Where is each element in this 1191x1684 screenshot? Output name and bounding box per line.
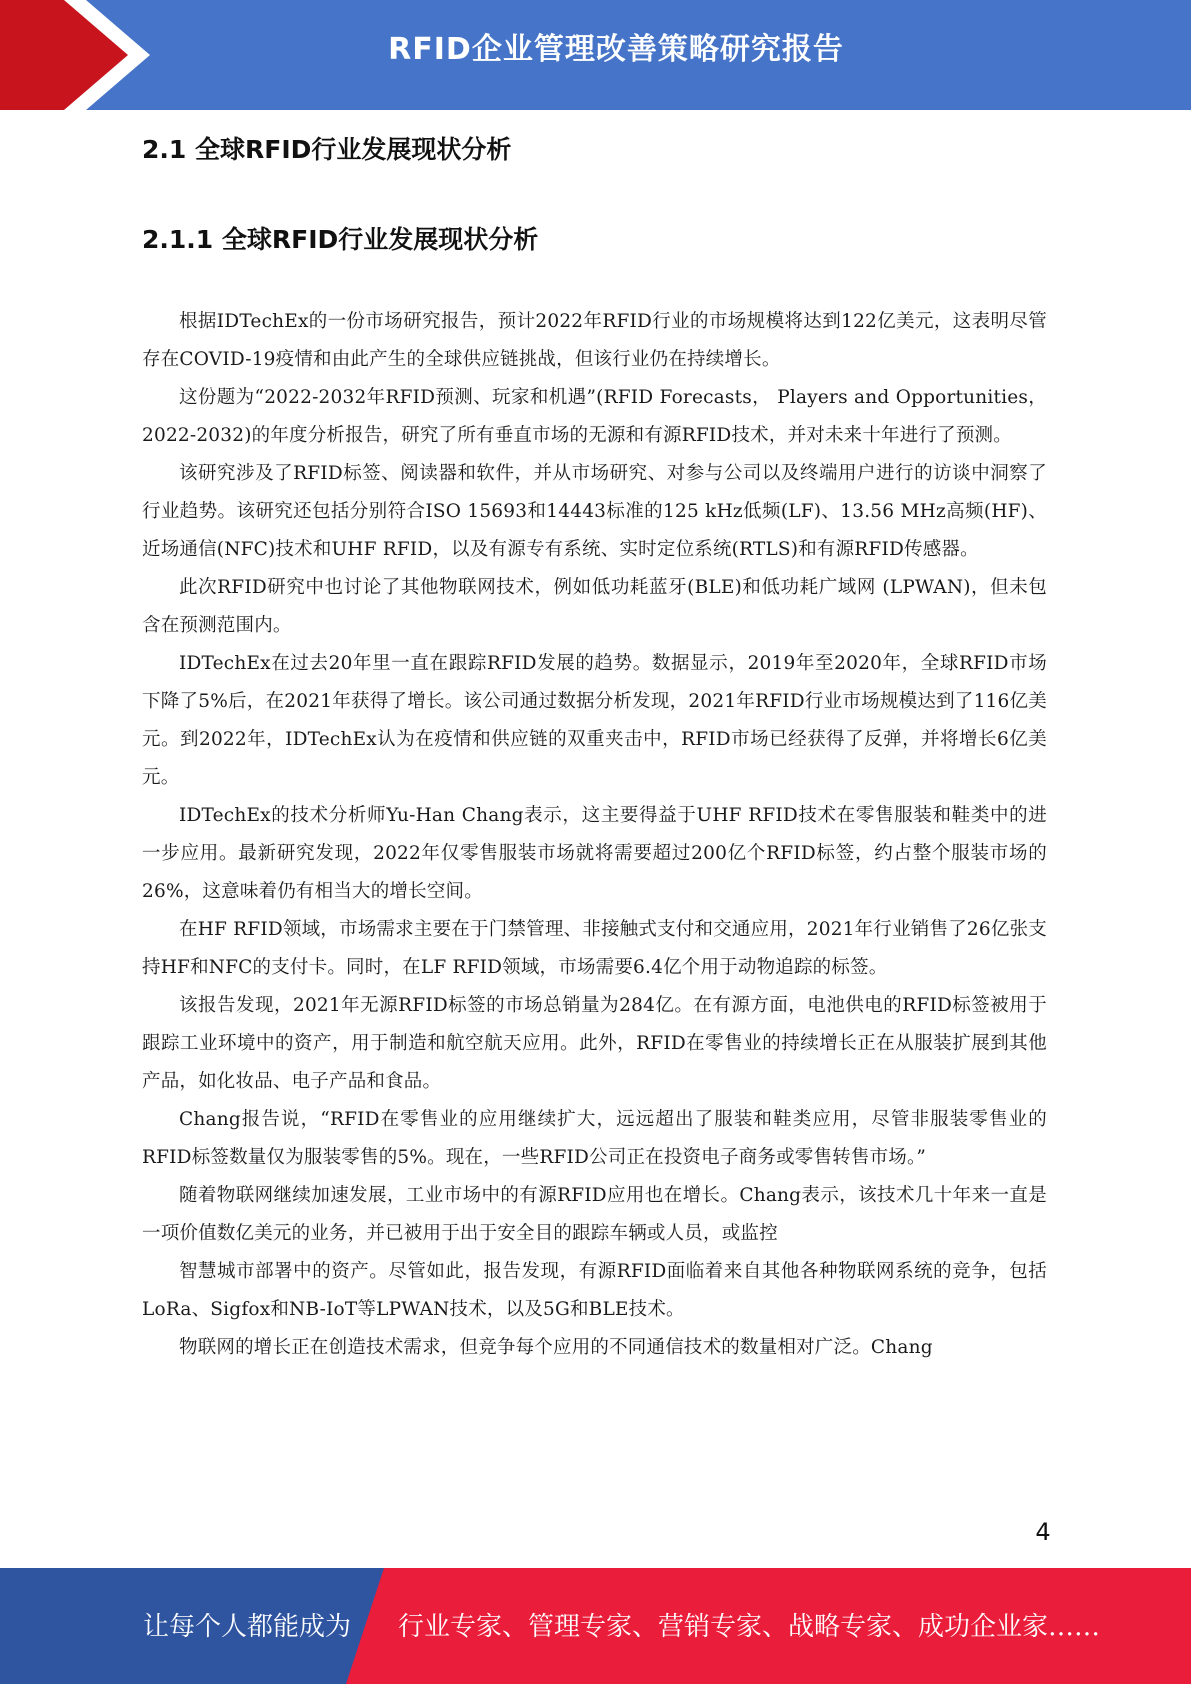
- paragraph: 此次RFID研究中也讨论了其他物联网技术，例如低功耗蓝牙(BLE)和低功耗广域网 (LPWAN)，但未包含在预测范围内。: [142, 577, 1047, 636]
- paragraph: 智慧城市部署中的资产。尽管如此，报告发现，有源RFID面临着来自其他各种物联网系统的竞争，包括LoRa、Sigfox和NB-IoT等LPWAN技术，以及5G和BLE技术。: [142, 1261, 1047, 1320]
- header-title: RFID企业管理改善策略研究报告: [388, 32, 844, 67]
- body-text: [142, 303, 1047, 1367]
- page-number: 4: [1035, 1518, 1051, 1546]
- section-heading: 2.1 全球RFID行业发展现状分析: [142, 135, 512, 164]
- paragraph: Chang报告说，“RFID在零售业的应用继续扩大，远远超出了服装和鞋类应用，尽管非服装零售业的RFID标签数量仅为服装零售的5%。现在，一些RFID公司正在投资电子商务或零售转售市场。”: [142, 1109, 1047, 1168]
- paragraph: 随着物联网继续加速发展，工业市场中的有源RFID应用也在增长。Chang表示，该技术几十年来一直是一项价值数亿美元的业务，并已被用于出于安全目的跟踪车辆或人员，或监控: [142, 1185, 1047, 1244]
- footer-slogan-left: 让每个人都能成为: [143, 1612, 352, 1642]
- paragraph: 物联网的增长正在创造技术需求，但竞争每个应用的不同通信技术的数量相对广泛。Chang: [179, 1337, 933, 1358]
- page-header: [0, 0, 1191, 110]
- paragraph: IDTechEx的技术分析师Yu-Han Chang表示，这主要得益于UHF RFID技术在零售服装和鞋类中的进一步应用。最新研究发现，2022年仅零售服装市场就将需要超过200亿个RFID标签，约占整个服装市场的26%，这意味着仍有相当大的增长空间。: [142, 805, 1047, 902]
- paragraph: 该报告发现，2021年无源RFID标签的市场总销量为284亿。在有源方面，电池供电的RFID标签被用于跟踪工业环境中的资产，用于制造和航空航天应用。此外，RFID在零售业的持续增长正在从服装扩展到其他产品，如化妆品、电子产品和食品。: [142, 995, 1047, 1092]
- page-footer: [0, 1568, 1191, 1684]
- paragraph: IDTechEx在过去20年里一直在跟踪RFID发展的趋势。数据显示，2019年至2020年，全球RFID市场下降了5%后，在2021年获得了增长。该公司通过数据分析发现，2021年RFID行业市场规模达到了116亿美元。到2022年，IDTechEx认为在疫情和供应链的双重夹击中，RFID市场已经获得了反弹，并将增长6亿美元。: [142, 653, 1047, 788]
- paragraph: 该研究涉及了RFID标签、阅读器和软件，并从市场研究、对参与公司以及终端用户进行的访谈中洞察了行业趋势。该研究还包括分别符合ISO 15693和14443标准的125 kHz低频(LF)、13.56 MHz高频(HF)、近场通信(NFC)技术和UHF RFID，以及有源专有系统、实时定位系统(RTLS)和有源RFID传感器。: [142, 463, 1047, 560]
- subsection-heading: 2.1.1 全球RFID行业发展现状分析: [142, 225, 539, 254]
- paragraph: 在HF RFID领域，市场需求主要在于门禁管理、非接触式支付和交通应用，2021年行业销售了26亿张支持HF和NFC的支付卡。同时，在LF RFID领域，市场需要6.4亿个用于动物追踪的标签。: [142, 919, 1047, 978]
- paragraph: 这份题为“2022-2032年RFID预测、玩家和机遇”(RFID Forecasts， Players and Opportunities， 2022-2032)的年度分析报告，研究了所有垂直市场的无源和有源RFID技术，并对未来十年进行了预测。: [142, 387, 1047, 446]
- paragraph: 根据IDTechEx的一份市场研究报告，预计2022年RFID行业的市场规模将达到122亿美元，这表明尽管存在COVID-19疫情和由此产生的全球供应链挑战，但该行业仍在持续增长。: [142, 311, 1047, 370]
- footer-slogan-right: 行业专家、管理专家、营销专家、战略专家、成功企业家……: [398, 1612, 1101, 1642]
